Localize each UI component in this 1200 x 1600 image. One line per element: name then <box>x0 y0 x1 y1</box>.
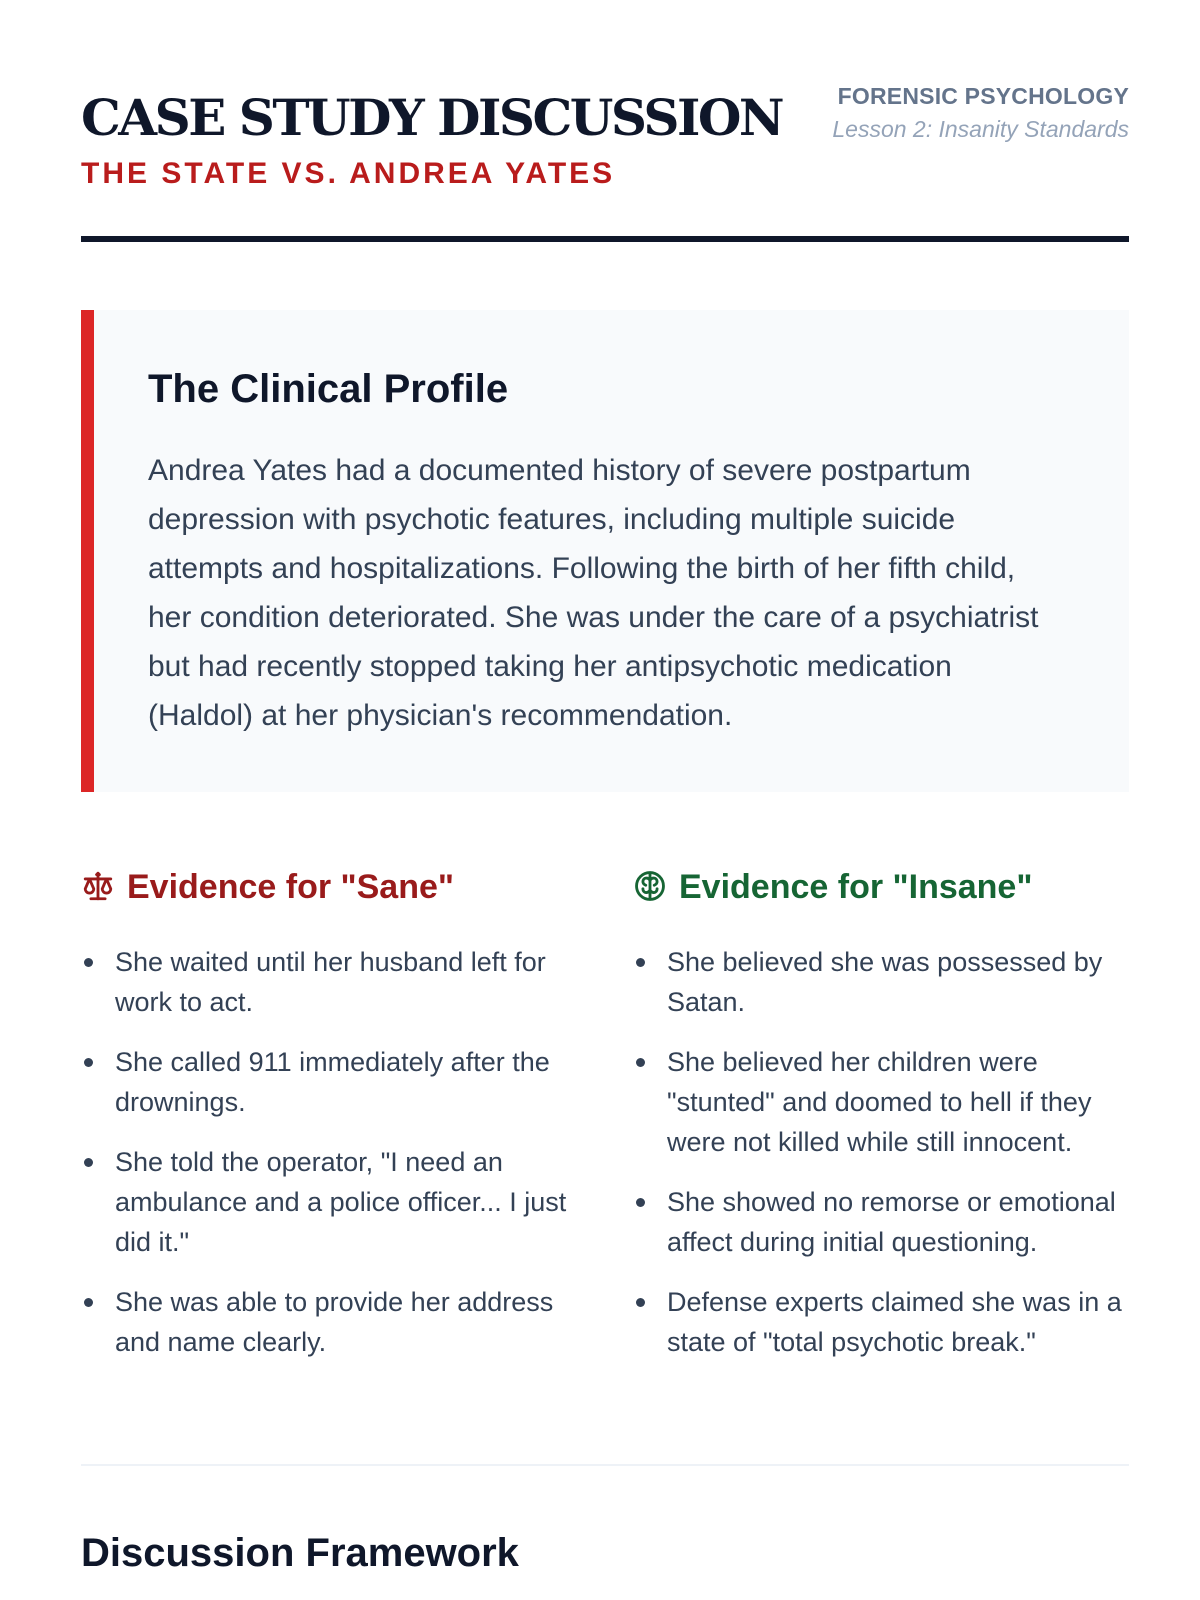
page-title: CASE STUDY DISCUSSION <box>81 88 783 147</box>
header <box>81 80 1129 240</box>
bullet <box>84 958 93 967</box>
list-item-text: She waited until her husband left for work to act. <box>115 947 546 1017</box>
insane-heading <box>633 862 1127 912</box>
lesson-label: Lesson 2: Insanity Standards <box>832 116 1129 142</box>
list-item-text: She believed she was possessed by Satan. <box>667 947 1103 1017</box>
insane-evidence-list <box>633 942 1127 1362</box>
bullet <box>636 958 645 967</box>
course-name: FORENSIC PSYCHOLOGY <box>837 83 1129 109</box>
page <box>81 0 1129 1600</box>
list-item-text: She showed no remorse or emotional affect during initial questioning. <box>667 1187 1116 1257</box>
list-item-text: She called 911 immediately after the drownings. <box>115 1047 550 1117</box>
list-item-text: She was able to provide her address and name clearly. <box>115 1287 554 1357</box>
bullet <box>636 1298 645 1307</box>
sane-evidence-column <box>81 862 575 1382</box>
list-item <box>633 1182 1127 1262</box>
insane-heading-label: Evidence for "Insane" <box>679 868 1033 906</box>
sane-heading <box>81 862 575 912</box>
bullet <box>636 1058 645 1067</box>
brain-icon <box>633 867 667 901</box>
section-divider <box>81 1464 1129 1466</box>
list-item-text: She told the operator, "I need an ambulance and a police officer... I just did it." <box>115 1147 567 1257</box>
bullet <box>84 1298 93 1307</box>
sane-evidence-list <box>81 942 575 1362</box>
sane-heading-label: Evidence for "Sane" <box>127 868 455 906</box>
bullet <box>84 1158 93 1167</box>
clinical-profile-card <box>81 310 1129 792</box>
bullet <box>636 1198 645 1207</box>
profile-title: The Clinical Profile <box>148 367 509 411</box>
case-subtitle: THE STATE VS. ANDREA YATES <box>81 157 616 190</box>
list-item <box>633 1282 1127 1362</box>
list-item <box>81 1042 575 1122</box>
insane-evidence-column <box>633 862 1127 1382</box>
profile-body: Andrea Yates had a documented history of severe postpartum depression with psychotic features, including multiple suicide attempts and hospitalizations. Following the birth of her fifth child, her condition deteriorated. She was under the care of a psychiatrist but had recently stopped taking her antipsychotic medication (Haldol) at her physician's recommendation. <box>148 454 1039 732</box>
list-item <box>81 942 575 1022</box>
bullet <box>84 1058 93 1067</box>
header-divider <box>81 236 1129 242</box>
list-item <box>633 1042 1127 1162</box>
list-item <box>81 1282 575 1362</box>
list-item <box>633 942 1127 1022</box>
discussion-title: Discussion Framework <box>81 1531 519 1575</box>
list-item <box>81 1142 575 1262</box>
scale-icon <box>81 867 115 901</box>
list-item-text: She believed her children were "stunted" and doomed to hell if they were not killed while still innocent. <box>667 1047 1092 1157</box>
list-item-text: Defense experts claimed she was in a state of "total psychotic break." <box>667 1287 1122 1357</box>
course-info <box>832 80 1129 146</box>
